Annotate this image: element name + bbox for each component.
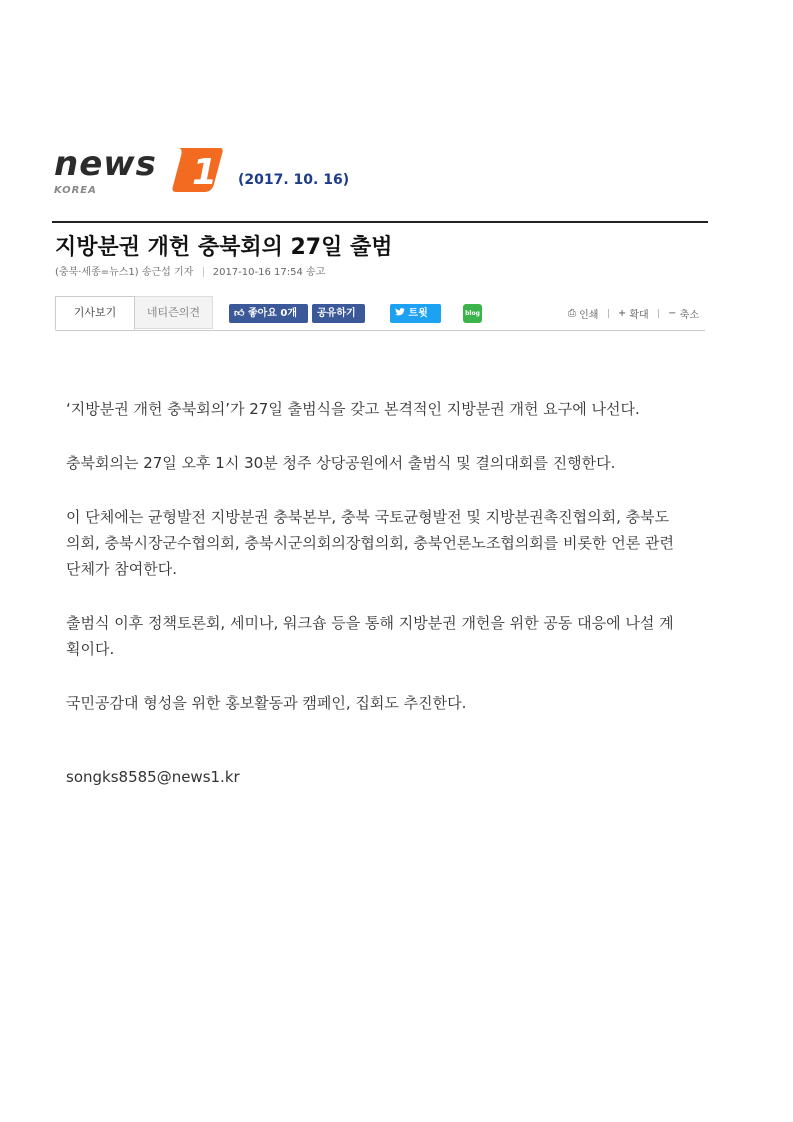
logo-wordmark: news xyxy=(54,144,157,184)
zoom-in-link[interactable]: 확대 xyxy=(629,310,649,321)
article-paragraph: ‘지방분권 개헌 충북회의’가 27일 출범식을 갖고 본격적인 지방분권 개헌 요구에 나선다. xyxy=(66,400,640,418)
tab-article-view[interactable]: 기사보기 xyxy=(55,296,135,330)
thumbs-up-icon: 👍︎ xyxy=(234,308,245,319)
article-toolbar xyxy=(55,296,705,331)
print-link[interactable]: 인쇄 xyxy=(579,310,599,321)
facebook-share-button[interactable]: 공유하기 xyxy=(312,304,365,323)
minus-icon[interactable]: − xyxy=(668,308,677,319)
header-divider xyxy=(52,221,708,223)
article-tools xyxy=(568,306,699,321)
plus-icon[interactable]: + xyxy=(617,308,627,319)
tools-separator xyxy=(658,309,659,318)
article-paragraph: 출범식 이후 정책토론회, 세미나, 워크숍 등을 통해 지방분권 개헌을 위한 공동 대응에 나설 계획이다. xyxy=(66,614,674,658)
reporter-email[interactable]: songks8585@news1.kr xyxy=(66,768,240,786)
news1-logo[interactable] xyxy=(52,140,232,202)
zoom-out-link[interactable]: 축소 xyxy=(679,310,699,321)
blog-share-button[interactable]: blog xyxy=(463,304,482,323)
byline-author: (충북·세종=뉴스1) 송근섭 기자 xyxy=(55,267,194,278)
article-body xyxy=(66,396,676,818)
article-paragraph: 국민공감대 형성을 위한 홍보활동과 캠페인, 집회도 추진한다. xyxy=(66,694,467,712)
article-paragraph: 충북회의는 27일 오후 1시 30분 청주 상당공원에서 출범식 및 결의대회를 진행한다. xyxy=(66,454,616,472)
masthead xyxy=(52,140,712,200)
printer-icon[interactable]: ⎙ xyxy=(567,308,576,319)
article-byline xyxy=(55,263,325,278)
byline-separator xyxy=(203,267,204,277)
logo-korea-label: KOREA xyxy=(54,185,97,196)
tweet-label: 트윗 xyxy=(408,308,428,319)
byline-timestamp: 2017-10-16 17:54 송고 xyxy=(212,267,326,278)
tweet-button[interactable] xyxy=(390,304,441,323)
facebook-like-button[interactable] xyxy=(229,304,308,323)
tools-separator xyxy=(608,309,609,318)
twitter-bird-icon xyxy=(395,308,405,317)
like-count-label: 좋아요 0개 xyxy=(247,308,298,319)
article-paragraph: 이 단체에는 균형발전 지방분권 충북본부, 충북 국토균형발전 및 지방분권촉진협의회, 충북도의회, 충북시장군수협의회, 충북시군의회의장협의회, 충북언론노조협의회를 비롯한 언론 관련 단체가 참여한다. xyxy=(66,508,675,578)
logo-one-mark-icon xyxy=(170,144,224,194)
tab-comments[interactable]: 네티즌의견 xyxy=(135,296,213,329)
logo-number: 1 xyxy=(192,152,218,193)
article-title: 지방분권 개헌 충북회의 27일 출범 xyxy=(55,235,393,260)
clip-date: (2017. 10. 16) xyxy=(238,172,350,188)
